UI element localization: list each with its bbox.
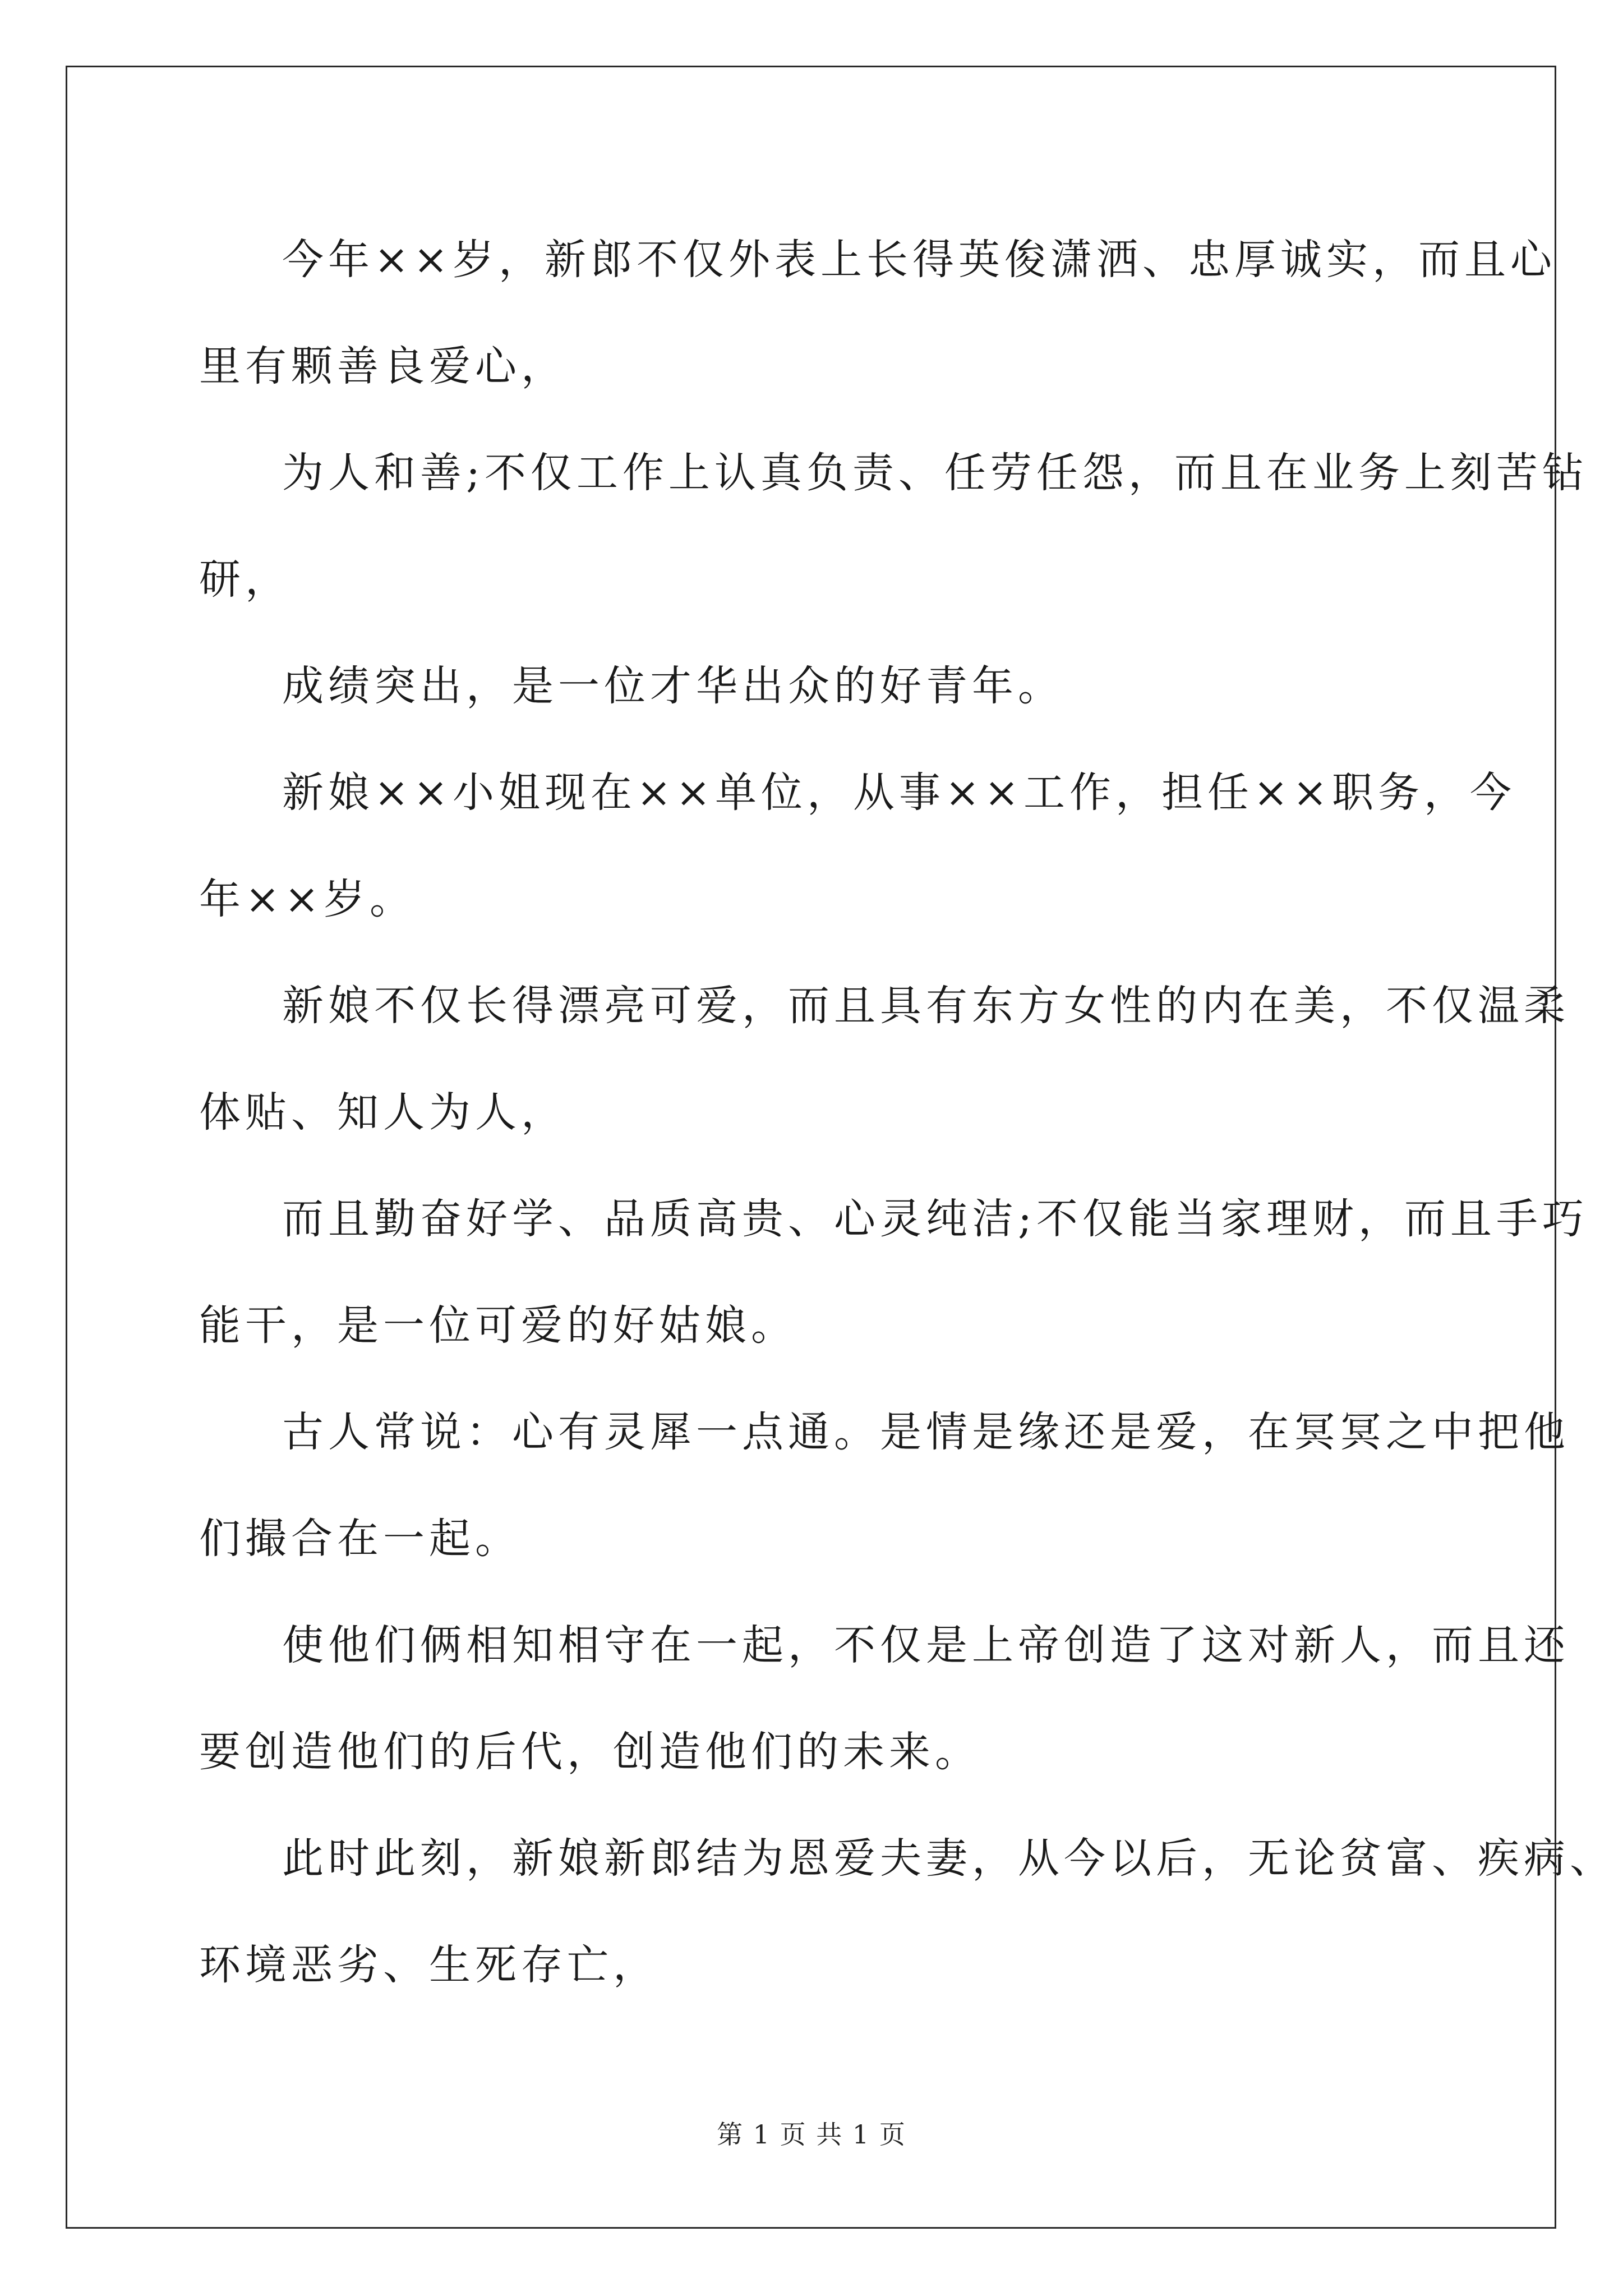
text-line: 使他们俩相知相守在一起，不仅是上帝创造了这对新人，而且还 <box>282 1621 1570 1669</box>
text-line: 们撮合在一起。 <box>199 1515 521 1563</box>
text-line: 环境恶劣、生死存亡， <box>199 1941 659 1989</box>
text-line: 古人常说：心有灵犀一点通。是情是缘还是爱，在冥冥之中把他 <box>282 1408 1570 1456</box>
text-line: 今年××岁，新郎不仅外表上长得英俊潇洒、忠厚诚实，而且心 <box>282 236 1557 284</box>
text-line: 此时此刻，新娘新郎结为恩爱夫妻，从今以后，无论贫富、疾病、 <box>282 1834 1616 1883</box>
text-line: 新娘不仅长得漂亮可爱，而且具有东方女性的内在美，不仅温柔 <box>282 982 1570 1030</box>
text-line: 新娘××小姐现在××单位，从事××工作，担任××职务，今 <box>282 769 1516 817</box>
page-number-footer: 第 1 页 共 1 页 <box>717 2119 906 2150</box>
text-line: 成绩突出，是一位才华出众的好青年。 <box>282 662 1064 710</box>
text-line: 年××岁。 <box>199 875 416 923</box>
document-body <box>199 206 1616 2018</box>
text-line: 体贴、知人为人， <box>199 1088 567 1137</box>
text-line: 而且勤奋好学、品质高贵、心灵纯洁;不仅能当家理财，而且手巧 <box>282 1195 1588 1243</box>
text-line: 为人和善;不仅工作上认真负责、任劳任怨，而且在业务上刻苦钻 <box>282 449 1588 497</box>
text-line: 研， <box>199 555 291 604</box>
text-line: 要创造他们的后代，创造他们的未来。 <box>199 1728 981 1776</box>
text-line: 能干，是一位可爱的好姑娘。 <box>199 1301 797 1350</box>
text-line: 里有颗善良爱心， <box>199 342 567 390</box>
